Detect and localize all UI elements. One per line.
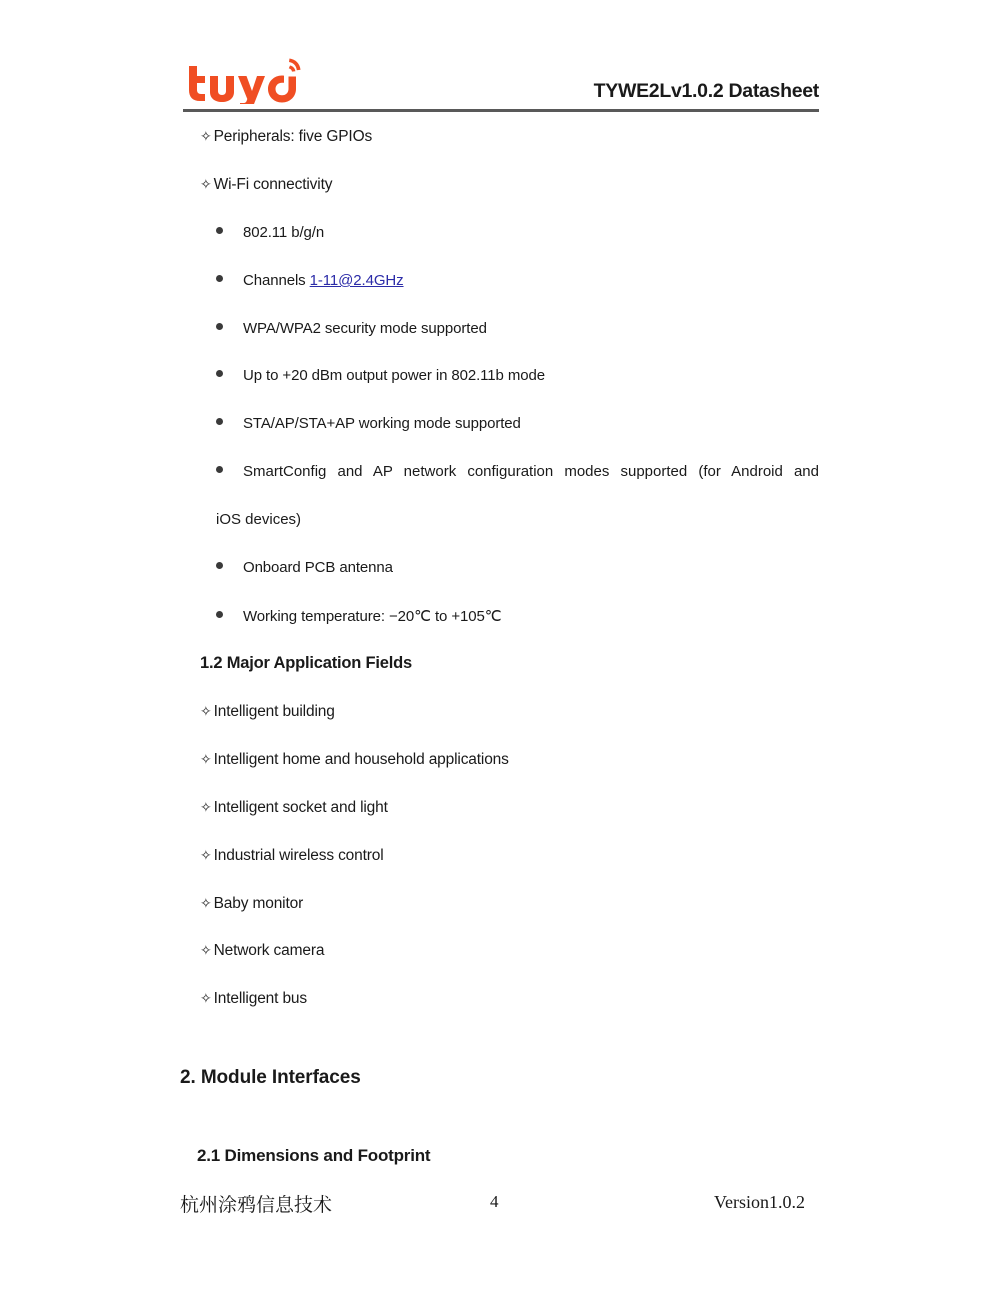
list-item-label: Channels xyxy=(243,272,310,289)
list-item-label: Intelligent bus xyxy=(213,990,307,1007)
list-item-80211 xyxy=(216,224,324,241)
list-item-label: Network camera xyxy=(213,942,325,959)
list-item-label: Peripherals: five GPIOs xyxy=(213,128,373,145)
diamond-bullet-icon: ✧ xyxy=(200,847,212,863)
list-item-label: Up to +20 dBm output power in 802.11b mode xyxy=(243,367,545,384)
list-item-label: iOS devices) xyxy=(216,511,302,528)
diamond-bullet-icon: ✧ xyxy=(200,895,212,911)
footer-version: Version1.0.2 xyxy=(714,1192,805,1212)
list-item-channels xyxy=(216,272,404,289)
channels-link[interactable]: 1-11@2.4GHz xyxy=(309,272,404,289)
tuya-logo xyxy=(183,54,303,104)
list-item-label: Intelligent socket and light xyxy=(213,799,388,816)
list-item-label: Intelligent home and household applications xyxy=(213,751,509,768)
list-item-working-mode xyxy=(216,415,521,432)
round-bullet-icon xyxy=(216,466,223,473)
list-item-intelligent-building xyxy=(200,703,335,721)
list-item-wifi-connectivity xyxy=(200,176,332,194)
list-item-peripherals xyxy=(200,128,372,146)
list-item-intelligent-socket xyxy=(200,799,388,817)
list-item-baby-monitor xyxy=(200,895,303,913)
diamond-bullet-icon: ✧ xyxy=(200,176,212,192)
list-item-label: Industrial wireless control xyxy=(213,847,384,864)
heading-major-application-fields: 1.2 Major Application Fields xyxy=(200,654,412,672)
list-item-intelligent-bus xyxy=(200,990,307,1008)
list-item-label: Onboard PCB antenna xyxy=(243,559,393,576)
list-item-label: STA/AP/STA+AP working mode supported xyxy=(243,415,521,432)
list-item-wpa-security xyxy=(216,320,487,337)
round-bullet-icon xyxy=(216,418,223,425)
list-item-working-temperature xyxy=(216,607,502,625)
diamond-bullet-icon: ✧ xyxy=(200,799,212,815)
list-item-industrial-wireless xyxy=(200,847,384,865)
round-bullet-icon xyxy=(216,323,223,330)
heading-dimensions-and-footprint: 2.1 Dimensions and Footprint xyxy=(197,1146,431,1165)
header-divider xyxy=(183,109,819,112)
diamond-bullet-icon: ✧ xyxy=(200,990,212,1006)
list-item-intelligent-home xyxy=(200,751,509,769)
list-item-network-camera xyxy=(200,942,324,960)
list-item-label: WPA/WPA2 security mode supported xyxy=(243,320,487,337)
page-footer xyxy=(0,1190,1000,1230)
round-bullet-icon xyxy=(216,562,223,569)
diamond-bullet-icon: ✧ xyxy=(200,703,212,719)
list-item-pcb-antenna xyxy=(216,559,393,576)
round-bullet-icon xyxy=(216,611,223,618)
round-bullet-icon xyxy=(216,275,223,282)
list-item-label: SmartConfig and AP network configuration modes supported (for Android and xyxy=(243,463,819,480)
list-item-label: Wi-Fi connectivity xyxy=(213,176,333,193)
diamond-bullet-icon: ✧ xyxy=(200,128,212,144)
list-item-label: Baby monitor xyxy=(213,895,304,912)
round-bullet-icon xyxy=(216,227,223,234)
list-item-smartconfig-continuation xyxy=(216,511,301,528)
page-header xyxy=(183,46,819,112)
list-item-label: Intelligent building xyxy=(213,703,335,720)
list-item-label: Working temperature: −20℃ to +105℃ xyxy=(243,608,502,625)
list-item-label: 802.11 b/g/n xyxy=(243,224,325,241)
footer-company-name: 杭州涂鸦信息技术 xyxy=(180,1195,333,1216)
list-item-smartconfig xyxy=(216,463,819,480)
round-bullet-icon xyxy=(216,370,223,377)
header-title: TYWE2Lv1.0.2 Datasheet xyxy=(593,80,819,102)
heading-module-interfaces: 2. Module Interfaces xyxy=(180,1067,361,1088)
footer-page-number: 4 xyxy=(490,1192,499,1211)
list-item-output-power xyxy=(216,367,545,384)
diamond-bullet-icon: ✧ xyxy=(200,751,212,767)
diamond-bullet-icon: ✧ xyxy=(200,942,212,958)
